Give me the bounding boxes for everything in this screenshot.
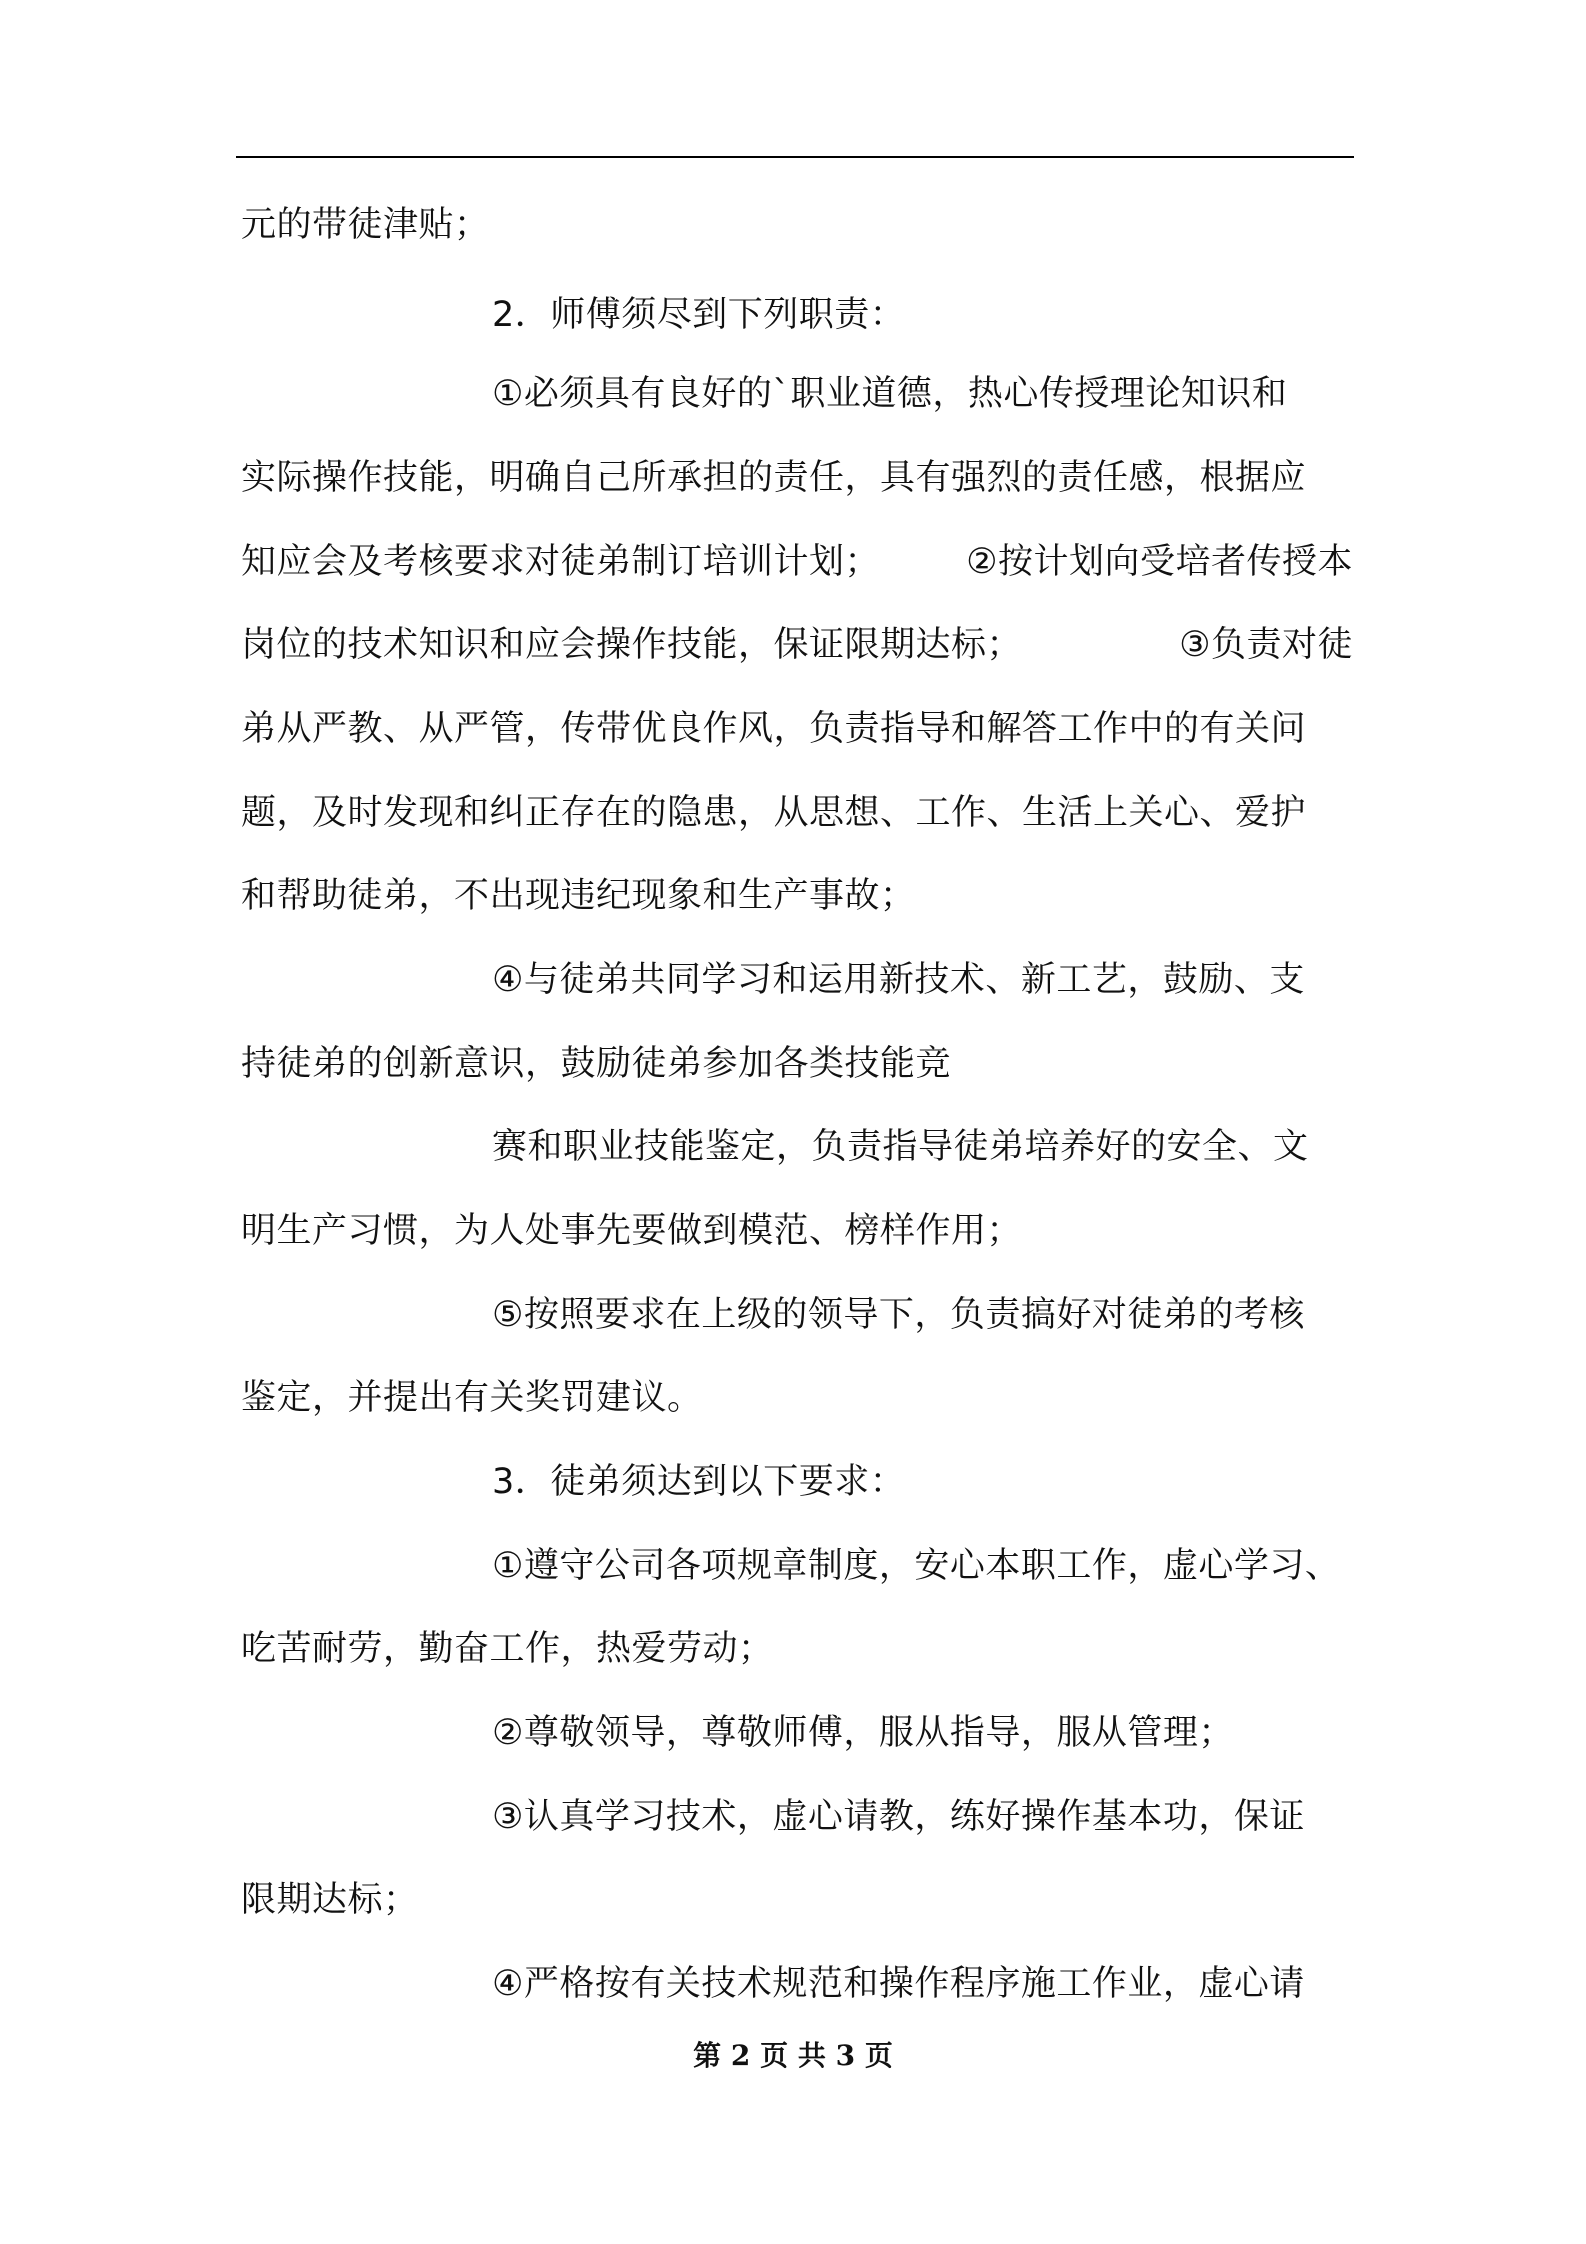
text-line: 弟从严教、从严管，传带优良作风，负责指导和解答工作中的有关问 <box>241 709 1307 749</box>
text-line: 岗位的技术知识和应会操作技能，保证限期达标； ③负责对徒 <box>241 625 1353 665</box>
page-number-footer: 第 2 页 共 3 页 <box>693 2039 893 2072</box>
text-line: 知应会及考核要求对徒弟制订培训计划； ②按计划向受培者传授本 <box>241 542 1353 582</box>
text-line: ①遵守公司各项规章制度，安心本职工作，虚心学习、 <box>492 1546 1341 1586</box>
text-line: ②尊敬领导，尊敬师傅，服从指导，服从管理； <box>492 1713 1234 1753</box>
text-line: 题，及时发现和纠正存在的隐患，从思想、工作、生活上关心、爱护 <box>241 793 1307 833</box>
text-line: 明生产习惯，为人处事先要做到模范、榜样作用； <box>241 1211 1023 1251</box>
header-rule <box>236 156 1354 158</box>
text-line: ⑤按照要求在上级的领导下，负责搞好对徒弟的考核 <box>492 1295 1305 1335</box>
text-line: 限期达标； <box>241 1880 419 1920</box>
text-line: ④与徒弟共同学习和运用新技术、新工艺，鼓励、支 <box>492 960 1305 1000</box>
text-line: 鉴定，并提出有关奖罚建议。 <box>241 1378 703 1418</box>
text-line: ④严格按有关技术规范和操作程序施工作业，虚心请 <box>492 1964 1305 2004</box>
text-line: 实际操作技能，明确自己所承担的责任，具有强烈的责任感，根据应 <box>241 458 1307 498</box>
text-line: 和帮助徒弟，不出现违纪现象和生产事故； <box>241 876 916 916</box>
section-heading: 2．师傅须尽到下列职责： <box>492 295 906 335</box>
text-line: 吃苦耐劳，勤奋工作，热爱劳动； <box>241 1629 774 1669</box>
text-line: 赛和职业技能鉴定，负责指导徒弟培养好的安全、文 <box>492 1127 1309 1167</box>
text-line: ①必须具有良好的`职业道德，热心传授理论知识和 <box>492 374 1288 414</box>
text-line: 持徒弟的创新意识，鼓励徒弟参加各类技能竞 <box>241 1044 952 1084</box>
section-heading: 3．徒弟须达到以下要求： <box>492 1462 906 1502</box>
text-line: ③认真学习技术，虚心请教，练好操作基本功，保证 <box>492 1797 1305 1837</box>
text-line: 元的带徒津贴； <box>241 205 490 245</box>
